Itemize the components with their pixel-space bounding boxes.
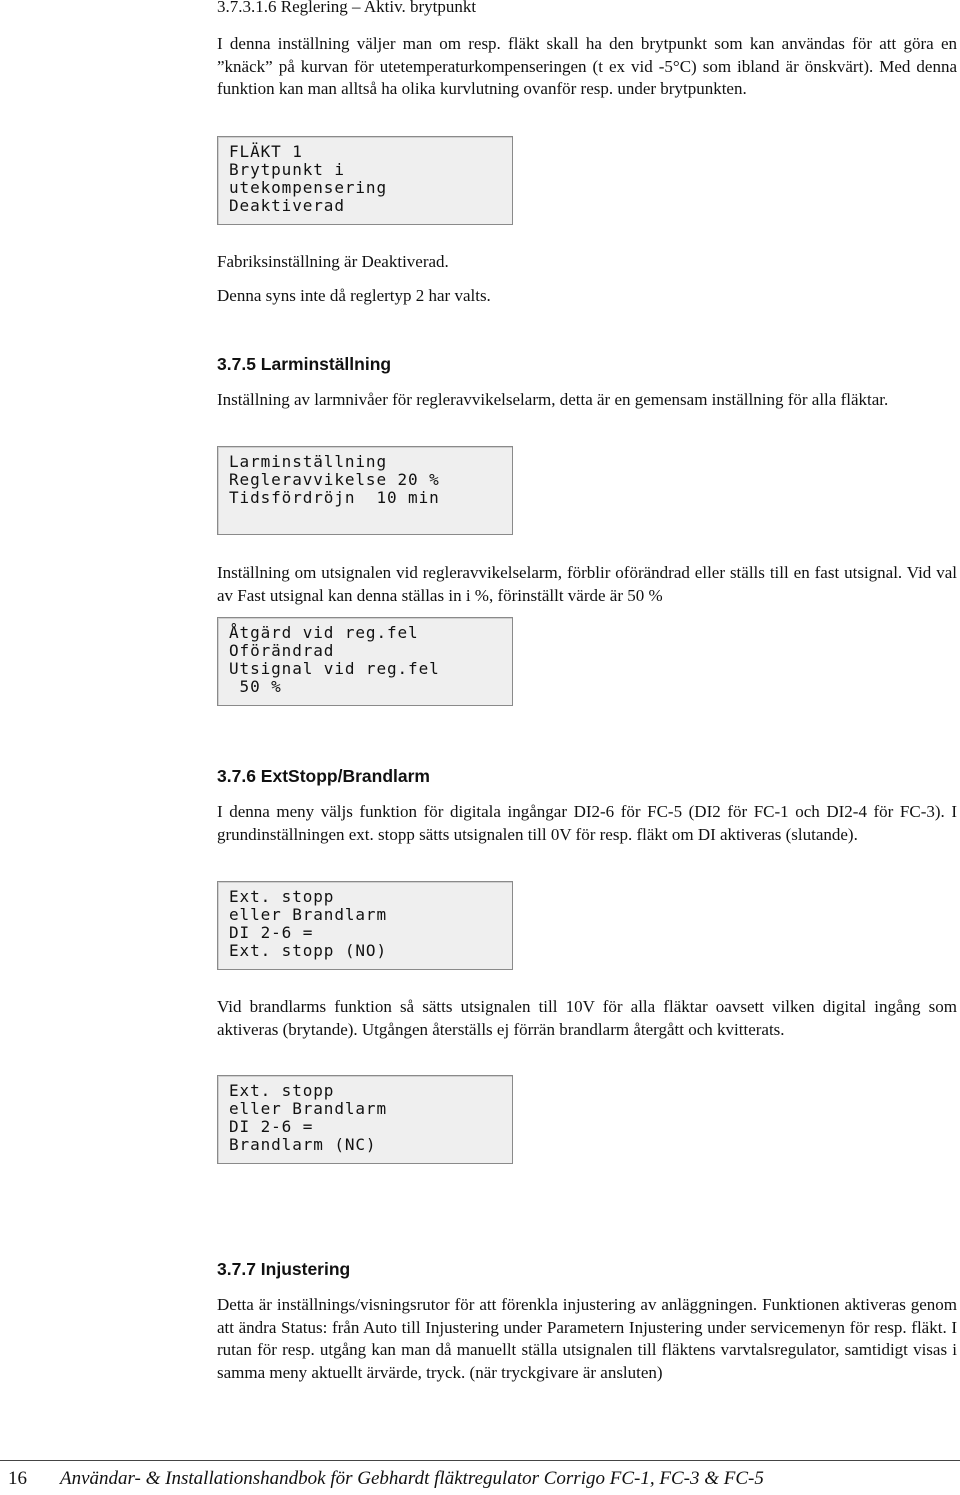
lcd-display-atgard xyxy=(217,617,513,706)
lcd-line: DI 2-6 = xyxy=(229,923,314,942)
paragraph-fabriksinstallning: Fabriksinställning är Deaktiverad. xyxy=(217,252,449,271)
lcd-display-brandlarm-nc xyxy=(217,1075,513,1164)
lcd-line: eller Brandlarm xyxy=(229,905,387,924)
paragraph-digitala-ingangar: I denna meny väljs funktion för digitala ingångar DI2-6 för FC-5 (DI2 för FC-1 och DI2-4 för FC-3). I grundinställningen ext. stopp sätts utsignalen till 0V för resp. fläkt om DI aktiveras (slutande). xyxy=(217,802,957,844)
lcd-display-extstopp-no xyxy=(217,881,513,970)
footer-title: Användar- & Installationshandbok för Gebhardt fläktregulator Corrigo FC-1, FC-3 & FC-5 xyxy=(60,1468,764,1489)
lcd-line: Utsignal vid reg.fel xyxy=(229,659,440,678)
footer-divider xyxy=(0,1460,960,1461)
paragraph-larmnivaer: Inställning av larmnivåer för regleravvikelselarm, detta är en gemensam inställning för alla fläktar. xyxy=(217,390,889,409)
heading-injustering: 3.7.7 Injustering xyxy=(217,1259,351,1279)
page-number: 16 xyxy=(8,1468,27,1489)
lcd-line: Åtgärd vid reg.fel xyxy=(229,623,419,642)
lcd-line: FLÄKT 1 xyxy=(229,142,303,161)
lcd-line: Brandlarm (NC) xyxy=(229,1135,377,1154)
lcd-line: Ext. stopp xyxy=(229,887,335,906)
lcd-line: Ext. stopp xyxy=(229,1081,335,1100)
lcd-line: Larminställning xyxy=(229,452,387,471)
heading-larminstallning: 3.7.5 Larminställning xyxy=(217,354,392,374)
lcd-line xyxy=(229,507,501,525)
lcd-line: eller Brandlarm xyxy=(229,1099,387,1118)
lcd-line: Deaktiverad xyxy=(229,196,345,215)
paragraph-utsignal: Inställning om utsignalen vid regleravvikelselarm, förblir oförändrad eller ställs till en fast utsignal. Vid val av Fast utsignal kan denna ställas in i %, förinställt värde är 50 % xyxy=(217,563,957,605)
section-number-heading: 3.7.3.1.6 Reglering – Aktiv. brytpunkt xyxy=(217,0,477,16)
paragraph-reglertyp-note: Denna syns inte då reglertyp 2 har valts. xyxy=(217,286,491,305)
lcd-display-larminstallning xyxy=(217,446,513,535)
lcd-display-brytpunkt xyxy=(217,136,513,225)
lcd-line: DI 2-6 = xyxy=(229,1117,314,1136)
lcd-line: Tidsfördröjn 10 min xyxy=(229,488,440,507)
heading-extstopp: 3.7.6 ExtStopp/Brandlarm xyxy=(217,766,430,786)
paragraph-brytpunkt: I denna inställning väljer man om resp. fläkt skall ha den brytpunkt som kan användas för att göra en ”knäck” på kurvan för utetemperaturkompenseringen (t ex vid -5°C) som ibland är önskvärt). Med denna funktion kan man alltså ha olika kurvlutning ovanför resp. under brytpunkten. xyxy=(217,34,957,99)
lcd-line: 50 % xyxy=(229,677,282,696)
lcd-line: utekompensering xyxy=(229,178,387,197)
lcd-line: Regleravvikelse 20 % xyxy=(229,470,440,489)
lcd-line: Oförändrad xyxy=(229,641,335,660)
paragraph-injustering: Detta är inställnings/visningsrutor för att förenkla injustering av anläggningen. Funktionen aktiveras genom att ändra Status: från Auto till Injustering under Parametern Injustering under servicemenyn för resp. fläkt. I rutan för resp. utgång kan man då manuellt ställa utsignalen till fläktens varvtalsregulator, samtidigt visas i samma meny aktuellt ärvärde, tryck. (när tryckgivare är ansluten) xyxy=(217,1295,957,1383)
paragraph-brandlarm: Vid brandlarms funktion så sätts utsignalen till 10V för alla fläktar oavsett vilken digital ingång som aktiveras (brytande). Utgången återställs ej förrän brandlarm återgått och kvitterats. xyxy=(217,997,957,1039)
lcd-line: Ext. stopp (NO) xyxy=(229,941,387,960)
lcd-line: Brytpunkt i xyxy=(229,160,345,179)
